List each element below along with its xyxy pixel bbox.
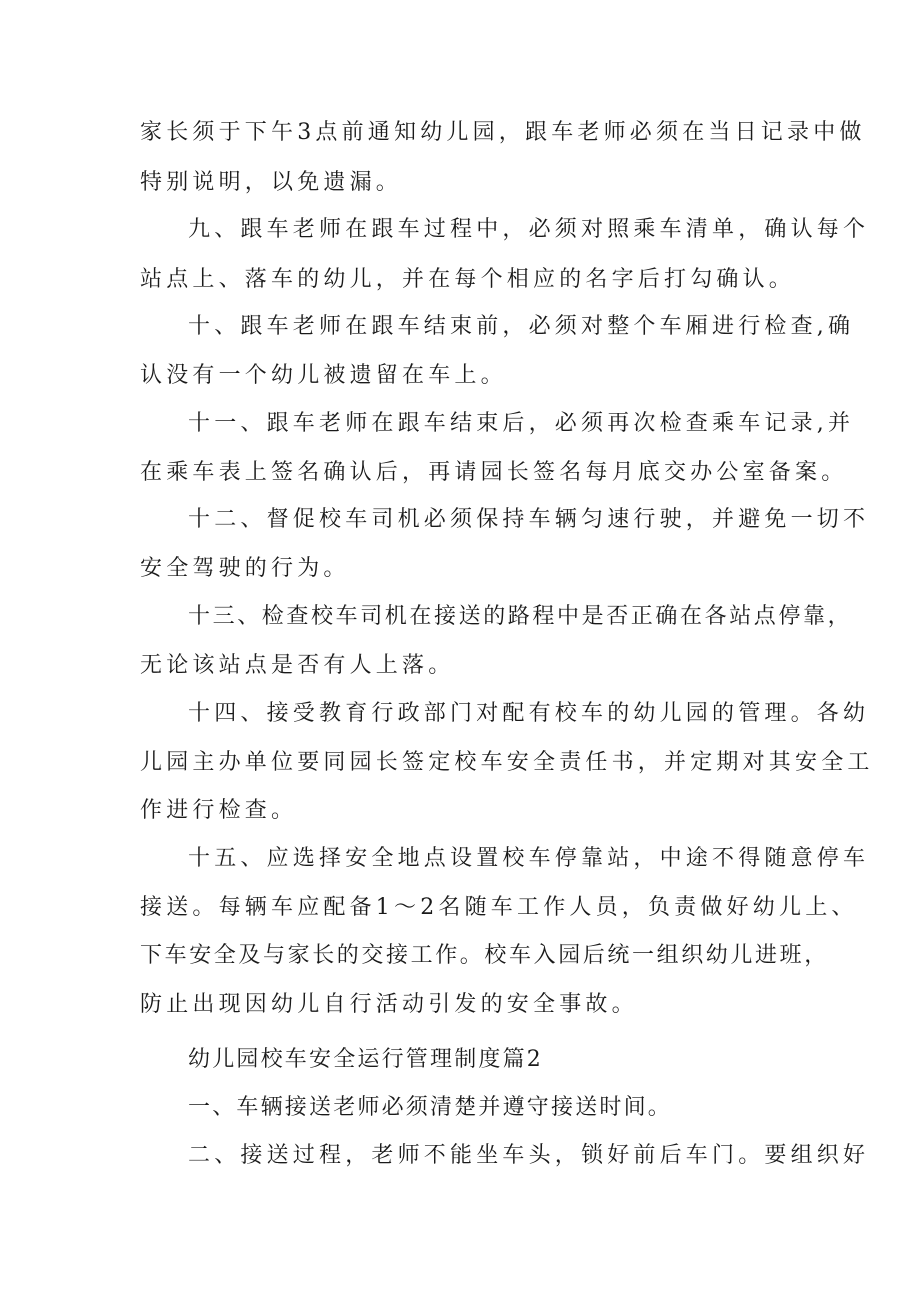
paragraph-line: 儿园主办单位要同园长签定校车安全责任书，并定期对其安全工 (140, 750, 874, 775)
paragraph-line: 防止出现因幼儿自行活动引发的安全事故。 (140, 992, 638, 1017)
paragraph-line: 认没有一个幼儿被遗留在车上。 (140, 363, 507, 388)
paragraph-line: 下车安全及与家长的交接工作。校车入园后统一组织幼儿进班， (140, 943, 829, 968)
paragraph-line: 在乘车表上签名确认后，再请园长签名每月底交办公室备案。 (140, 460, 848, 485)
section-heading: 幼儿园校车安全运行管理制度篇2 (188, 1047, 543, 1072)
paragraph-line: 特别说明，以免遗漏。 (140, 170, 403, 195)
paragraph-line: 接送。每辆车应配备1～2名随车工作人员，负责做好幼儿上、 (140, 895, 858, 920)
paragraph-line: 无论该站点是否有人上落。 (140, 653, 455, 678)
paragraph-line: 十二、督促校车司机必须保持车辆匀速行驶，并避免一切不 (188, 507, 870, 532)
paragraph-line: 站点上、落车的幼儿，并在每个相应的名字后打勾确认。 (140, 267, 796, 292)
paragraph-line: 九、跟车老师在跟车过程中，必须对照乘车清单，确认每个 (188, 217, 870, 242)
paragraph-line: 作进行检查。 (140, 798, 298, 823)
paragraph-line: 二、接送过程，老师不能坐车头，锁好前后车门。要组织好 (188, 1143, 870, 1168)
paragraph-line: 十三、检查校车司机在接送的路程中是否正确在各站点停靠， (188, 604, 853, 629)
paragraph-line: 十一、跟车老师在跟车结束后，必须再次检查乘车记录,并 (188, 411, 855, 436)
paragraph-line: 一、车辆接送老师必须清楚并遵守接送时间。 (188, 1095, 673, 1120)
paragraph-line: 十四、接受教育行政部门对配有校车的幼儿园的管理。各幼 (188, 701, 870, 726)
paragraph-line: 安全驾驶的行为。 (140, 556, 350, 581)
paragraph-line: 家长须于下午3点前通知幼儿园，跟车老师必须在当日记录中做 (140, 120, 866, 145)
paragraph-line: 十五、应选择安全地点设置校车停靠站，中途不得随意停车 (188, 846, 870, 871)
paragraph-line: 十、跟车老师在跟车结束前，必须对整个车厢进行检查,确 (188, 314, 855, 339)
